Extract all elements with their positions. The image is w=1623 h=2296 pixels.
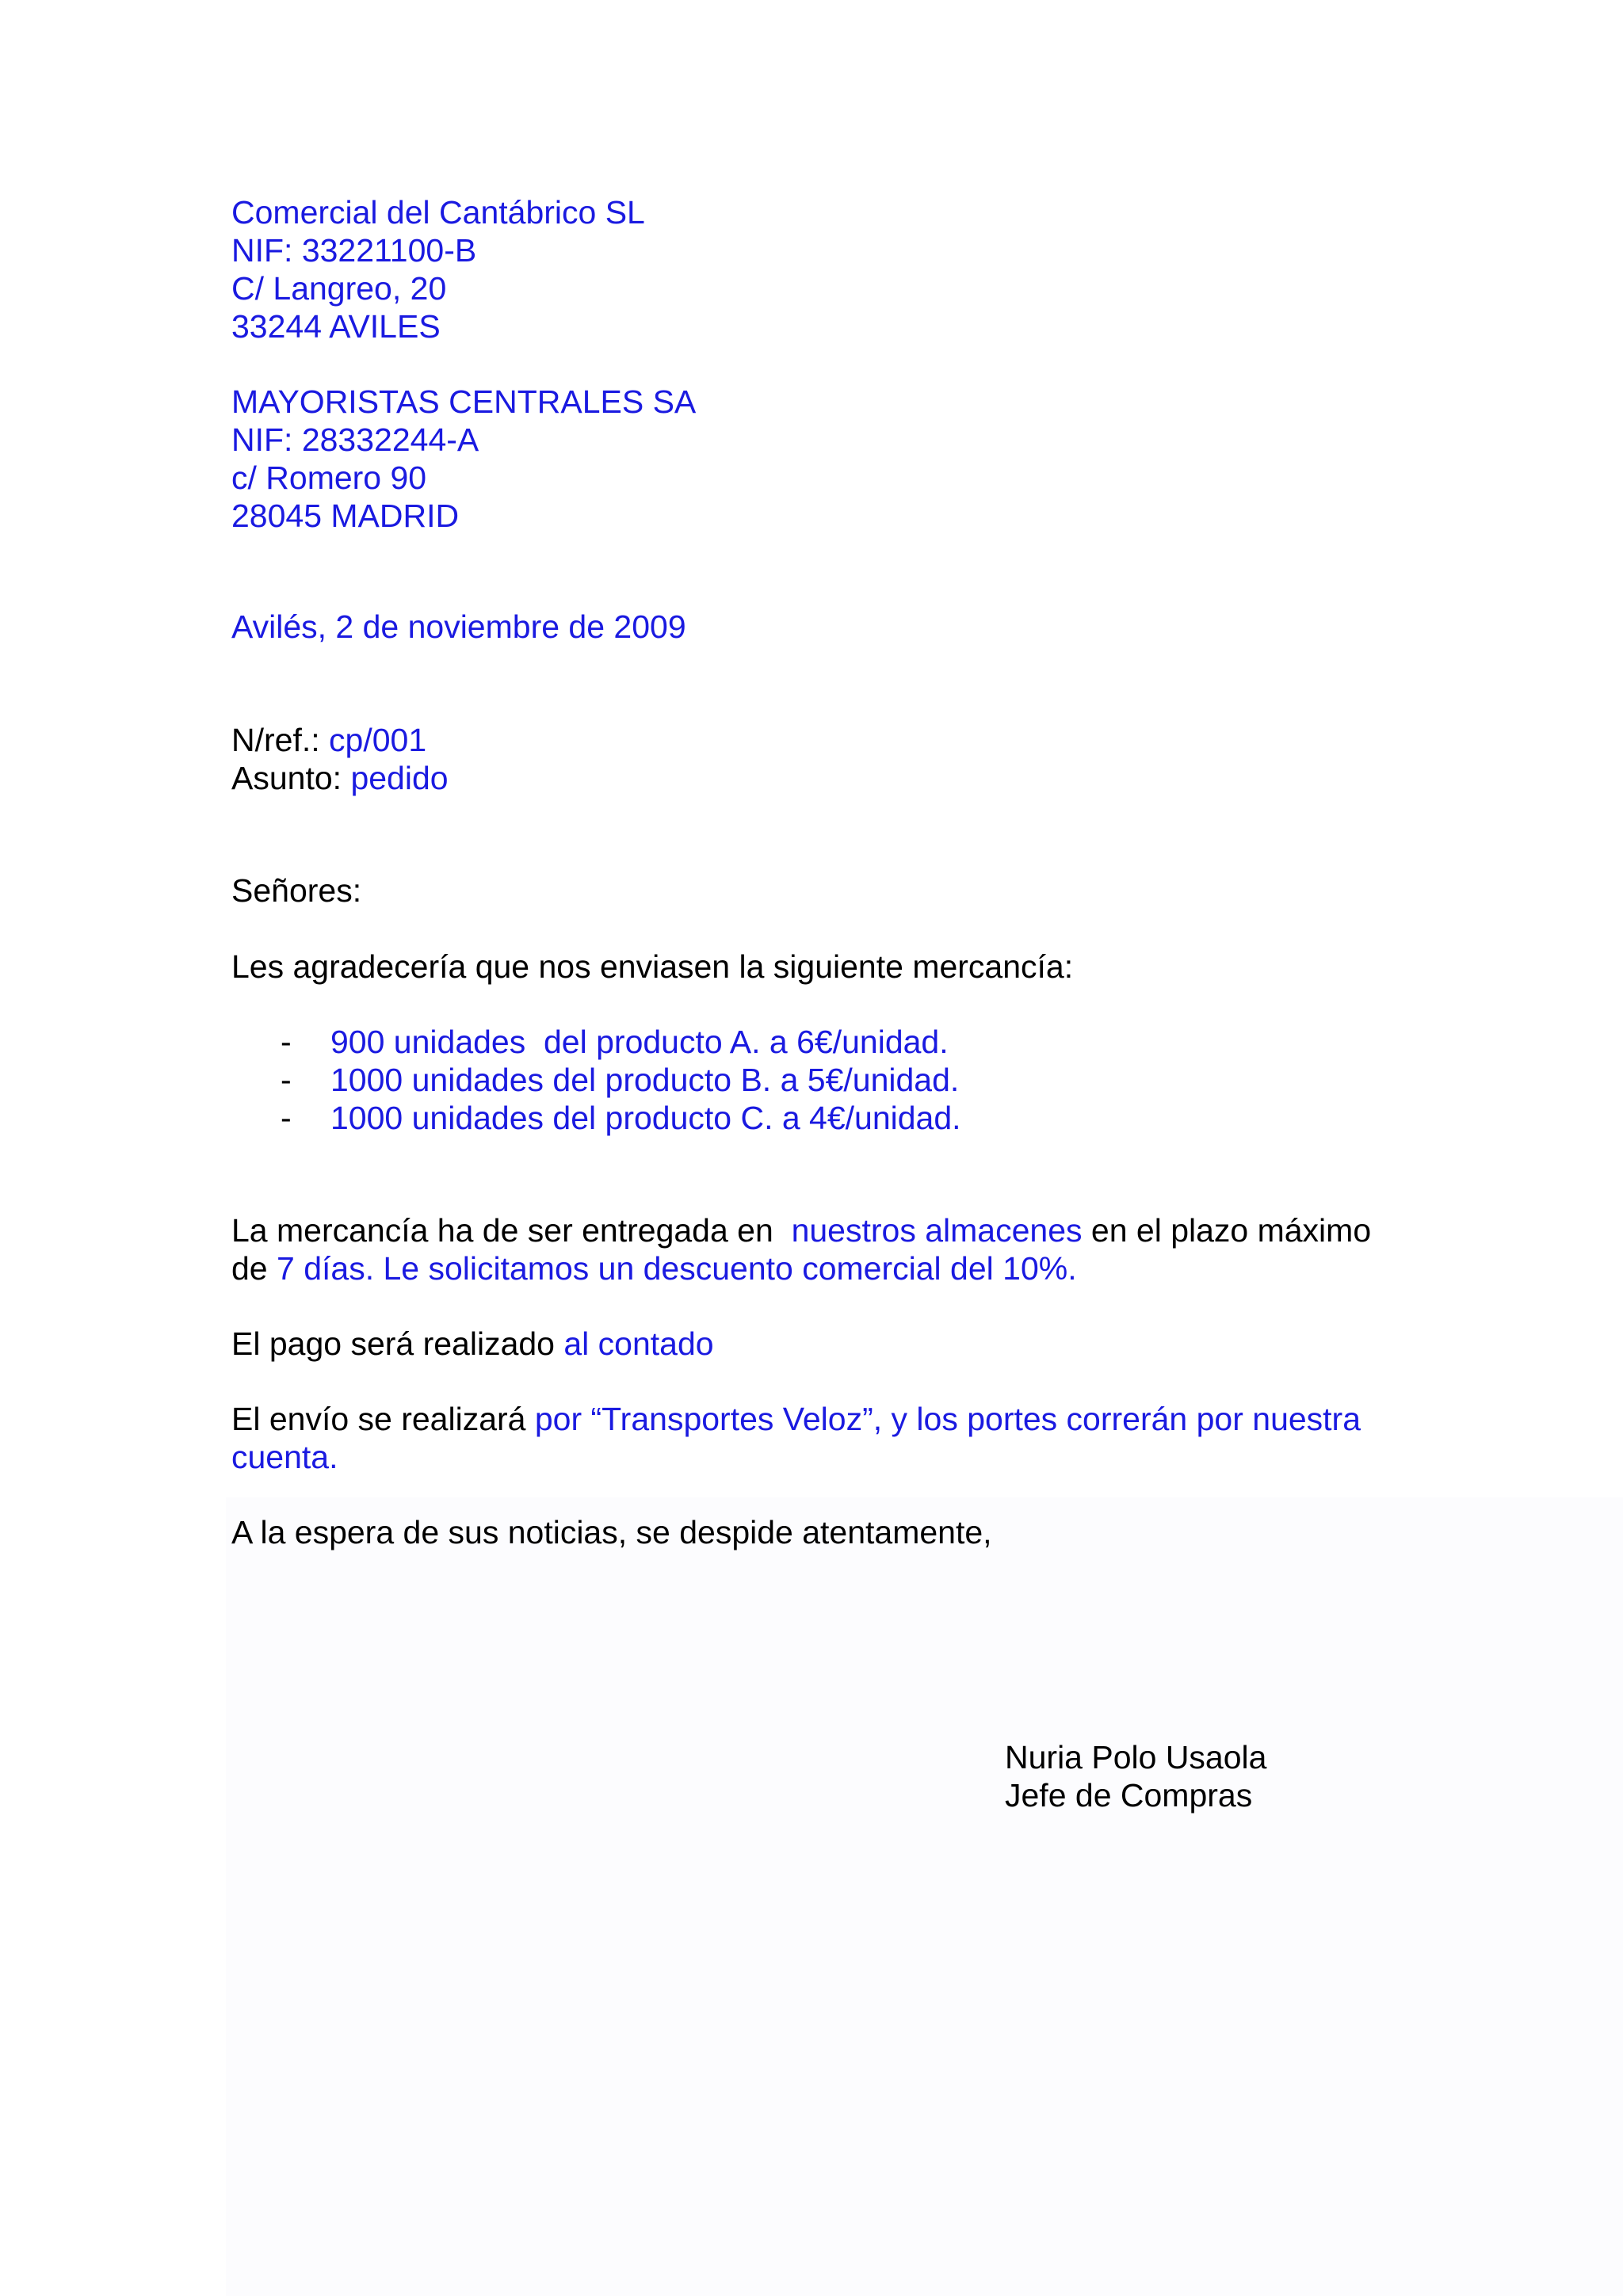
delivery-part2: en el plazo máximo — [1082, 1212, 1372, 1249]
delivery-line-1 — [231, 1211, 1371, 1249]
payment-label: El pago será realizado — [231, 1325, 564, 1362]
sender-block — [231, 193, 645, 345]
reference-line — [231, 721, 449, 759]
recipient-city: 28045 MADRID — [231, 498, 460, 534]
list-bullet: - — [281, 1062, 292, 1098]
delivery-paragraph — [231, 1211, 1371, 1287]
list-item — [231, 1099, 1341, 1137]
delivery-part1: La mercancía ha de ser entregada en — [231, 1212, 792, 1249]
date-line: Avilés, 2 de noviembre de 2009 — [231, 608, 686, 645]
reference-block — [231, 721, 449, 797]
reference-value: cp/001 — [329, 722, 427, 758]
recipient-block — [231, 383, 696, 535]
recipient-nif: NIF: 28332244-A — [231, 421, 479, 458]
list-item — [231, 1023, 1341, 1061]
sender-city: 33244 AVILES — [231, 308, 441, 345]
shipping-line-1 — [231, 1400, 1361, 1438]
closing-block — [231, 1513, 992, 1551]
shipping-label: El envío se realizará — [231, 1401, 535, 1437]
recipient-street: c/ Romero 90 — [231, 460, 427, 496]
list-item-text: 1000 unidades del producto B. a 5€/unidad. — [330, 1062, 960, 1098]
shipping-value-1: por “Transportes Veloz”, y los portes correrán por nuestra — [534, 1401, 1361, 1437]
signature-name: Nuria Polo Usaola — [1005, 1739, 1267, 1775]
signature-title: Jefe de Compras — [1005, 1777, 1253, 1814]
intro-block — [231, 948, 1073, 986]
delivery-terms: 7 días. Le solicitamos un descuento comercial del 10%. — [277, 1250, 1077, 1287]
sender-name: Comercial del Cantábrico SL — [231, 194, 645, 231]
items-list — [231, 1023, 1341, 1137]
closing-text: A la espera de sus noticias, se despide atentamente, — [231, 1514, 992, 1550]
subject-line — [231, 759, 449, 797]
page-shading — [226, 1497, 1623, 2296]
list-item-text: 900 unidades del producto A. a 6€/unidad. — [330, 1024, 949, 1060]
salutation-block — [231, 871, 361, 910]
reference-label: N/ref.: — [231, 722, 320, 758]
payment-paragraph — [231, 1325, 714, 1363]
shipping-paragraph — [231, 1400, 1361, 1476]
list-item — [231, 1061, 1341, 1099]
list-item-text: 1000 unidades del producto C. a 4€/unidad. — [330, 1100, 961, 1136]
date-block — [231, 608, 686, 646]
salutation: Señores: — [231, 872, 362, 909]
payment-value: al contado — [563, 1325, 714, 1362]
shipping-value-2: cuenta. — [231, 1439, 338, 1475]
delivery-place: nuestros almacenes — [791, 1212, 1083, 1249]
delivery-line-2 — [231, 1249, 1371, 1287]
list-bullet: - — [281, 1100, 292, 1136]
sender-nif: NIF: 33221100-B — [231, 232, 477, 269]
intro-text: Les agradecería que nos enviasen la siguiente mercancía: — [231, 948, 1074, 985]
recipient-name: MAYORISTAS CENTRALES SA — [231, 383, 697, 420]
subject-label: Asunto: — [231, 760, 342, 796]
payment-line — [231, 1325, 714, 1363]
delivery-part3: de — [231, 1250, 277, 1287]
list-bullet: - — [281, 1024, 292, 1060]
sender-street: C/ Langreo, 20 — [231, 270, 447, 307]
signature-block — [1005, 1738, 1266, 1814]
subject-value: pedido — [350, 760, 449, 796]
